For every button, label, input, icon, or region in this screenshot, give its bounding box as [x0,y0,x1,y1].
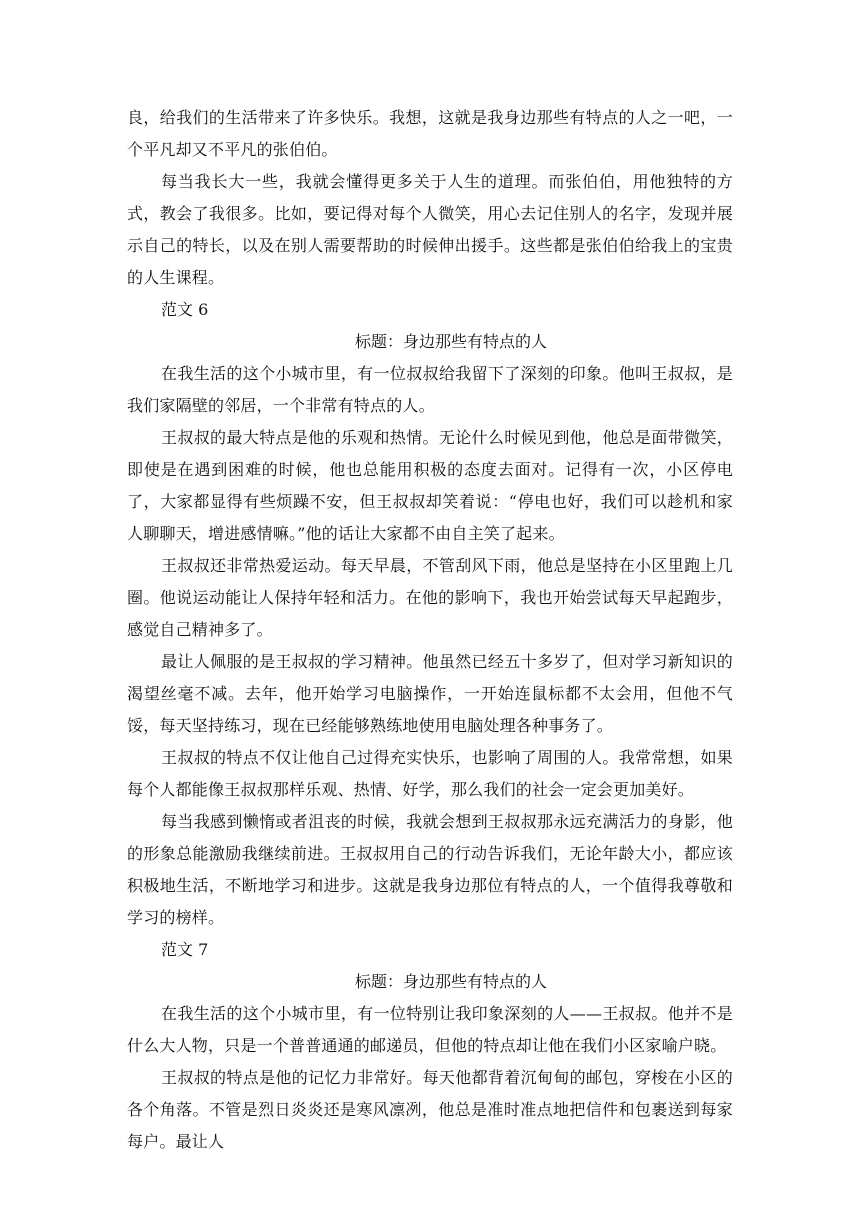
essay-6-label: 范文 6 [161,300,209,319]
essay-6-paragraph-1: 在我生活的这个小城市里，有一位叔叔给我留下了深刻的印象。他叫王叔叔，是我们家隔壁的邻居，一个非常有特点的人。 [127,364,733,415]
essay-6-paragraph-6: 每当我感到懒惰或者沮丧的时候，我就会想到王叔叔那永远充满活力的身影，他的形象总能激励我继续前进。王叔叔用自己的行动告诉我们，无论年龄大小，都应该积极地生活，不断地学习和进步。这就是我身边那位有特点的人，一个值得我尊敬和学习的榜样。 [127,812,733,927]
essay-6-paragraph-3: 王叔叔还非常热爱运动。每天早晨，不管刮风下雨，他总是坚持在小区里跑上几圈。他说运动能让人保持年轻和活力。在他的影响下，我也开始尝试每天早起跑步，感觉自己精神多了。 [127,556,733,639]
essay-7-paragraph-2: 王叔叔的特点是他的记忆力非常好。每天他都背着沉甸甸的邮包，穿梭在小区的各个角落。不管是烈日炎炎还是寒风凛冽，他总是准时准点地把信件和包裹送到每家每户。最让人 [127,1068,733,1151]
essay-7-paragraph-1: 在我生活的这个小城市里，有一位特别让我印象深刻的人——王叔叔。他并不是什么大人物，只是一个普普通通的邮递员，但他的特点却让他在我们小区家喻户晓。 [127,1004,733,1055]
document-page [127,102,733,1158]
essay-7-title: 标题：身边那些有特点的人 [354,972,547,991]
essay-7-label: 范文 7 [161,940,209,959]
essay-6-paragraph-5: 王叔叔的特点不仅让他自己过得充实快乐，也影响了周围的人。我常常想，如果每个人都能像王叔叔那样乐观、热情、好学，那么我们的社会一定会更加美好。 [127,748,733,799]
essay-6-paragraph-2: 王叔叔的最大特点是他的乐观和热情。无论什么时候见到他，他总是面带微笑，即使是在遇到困难的时候，他也总能用积极的态度去面对。记得有一次，小区停电了，大家都显得有些烦躁不安，但王叔叔却笑着说：“停电也好，我们可以趁机和家人聊聊天，增进感情嘛。”他的话让大家都不由自主笑了起来。 [127,428,733,543]
essay-6-paragraph-4: 最让人佩服的是王叔叔的学习精神。他虽然已经五十多岁了，但对学习新知识的渴望丝毫不减。去年，他开始学习电脑操作，一开始连鼠标都不太会用，但他不气馁，每天坚持练习，现在已经能够熟练地使用电脑处理各种事务了。 [127,652,733,735]
paragraph-continued: 良，给我们的生活带来了许多快乐。我想，这就是我身边那些有特点的人之一吧，一个平凡却又不平凡的张伯伯。 [127,108,733,159]
essay-6-title: 标题：身边那些有特点的人 [354,332,547,351]
paragraph-life-lessons: 每当我长大一些，我就会懂得更多关于人生的道理。而张伯伯，用他独特的方式，教会了我很多。比如，要记得对每个人微笑，用心去记住别人的名字，发现并展示自己的特长，以及在别人需要帮助的时候伸出援手。这些都是张伯伯给我上的宝贵的人生课程。 [127,172,733,287]
